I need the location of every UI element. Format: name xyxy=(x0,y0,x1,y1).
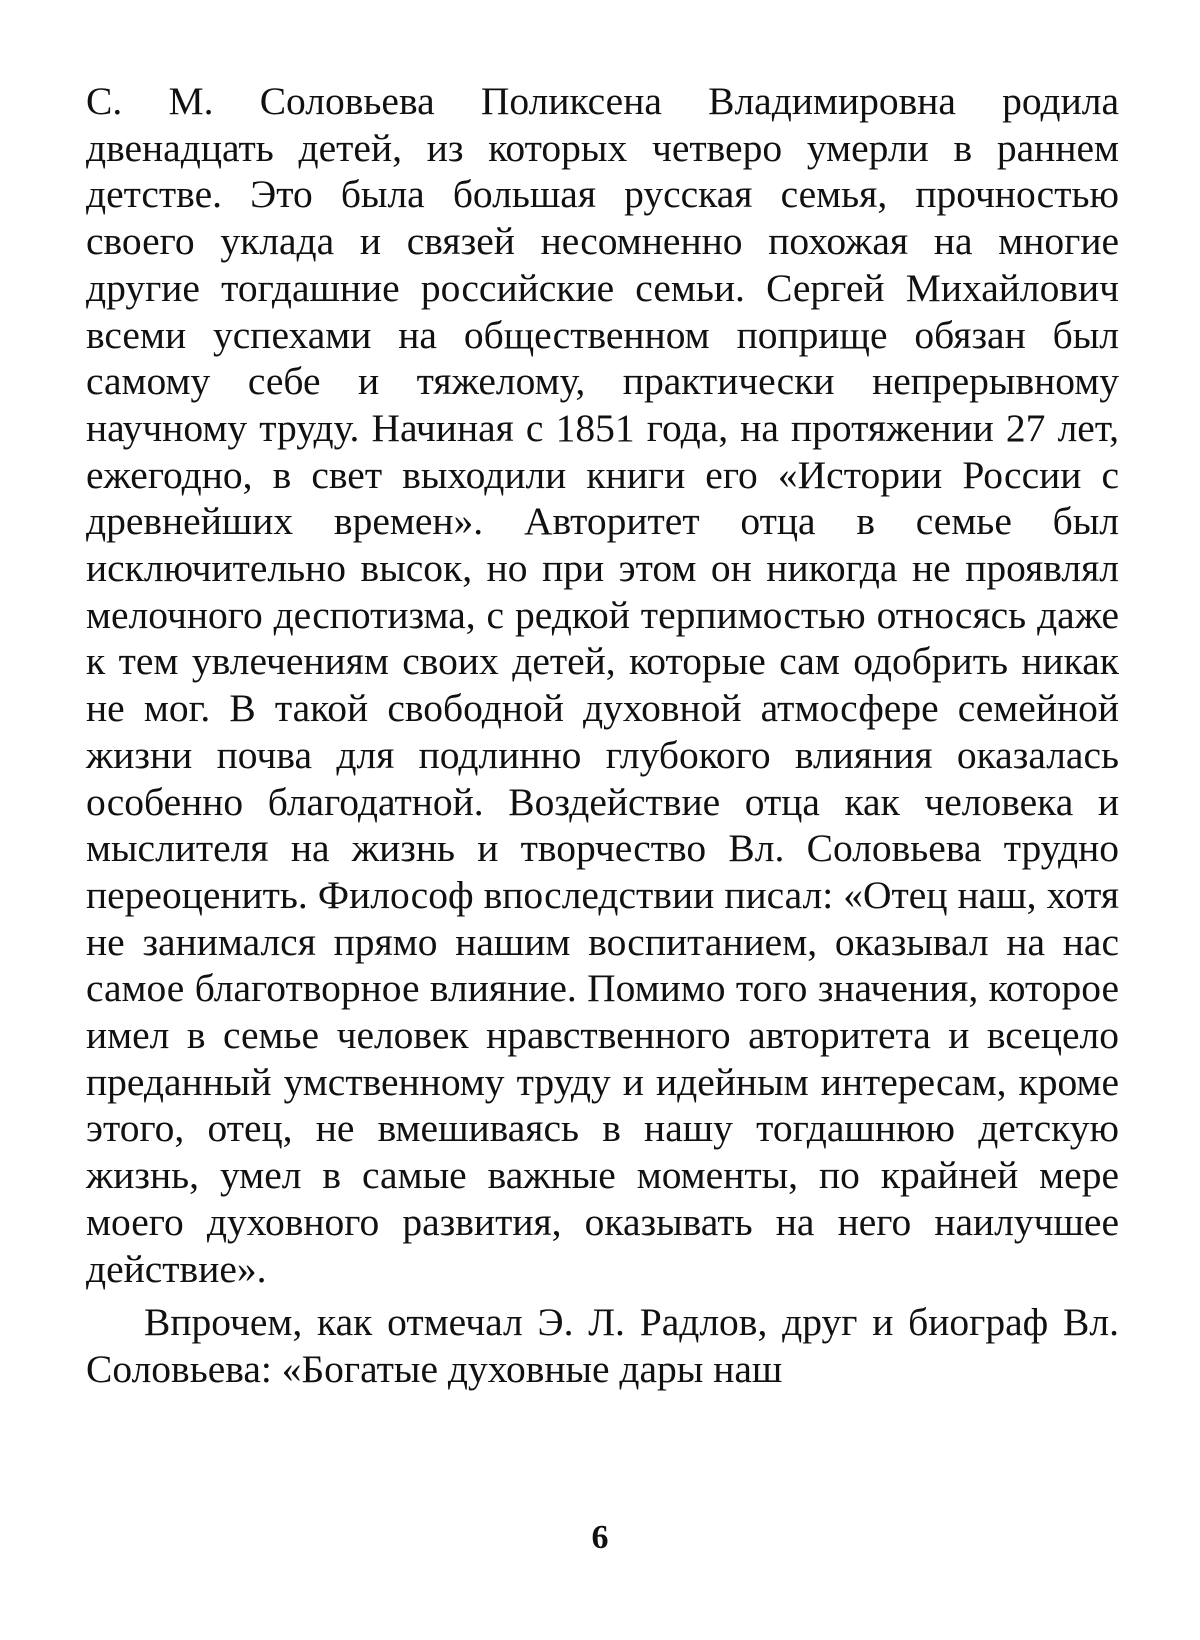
paragraph: С. М. Соловьева Поликсена Владимировна родила двенадцать детей, из которых четверо умерли в раннем детстве. Это была большая русская семья, прочностью своего уклада и связей несомненно похожая на многие другие тогдашние российские семьи. Сергей Михайлович всеми успехами на общественном поприще обязан был самому себе и тяжелому, практически непрерывному научному труду. Начиная с 1851 года, на протяжении 27 лет, ежегодно, в свет выходили книги его «Истории России с древнейших времен». Авторитет отца в семье был исключительно высок, но при этом он никогда не проявлял мелочного деспотизма, с редкой терпимостью относясь даже к тем увлечениям своих детей, которые сам одобрить никак не мог. В такой свободной духовной атмосфере семейной жизни почва для подлинно глубокого влияния оказалась особенно благодатной. Воздействие отца как человека и мыслителя на жизнь и творчество Вл. Соловьева трудно переоценить. Философ впоследствии писал: «Отец наш, хотя не занимался прямо нашим воспитанием, оказывал на нас самое благотворное влияние. Помимо того значения, которое имел в семье человек нравственного авторитета и всецело преданный умственному труду и идейным интересам, кроме этого, отец, не вмешиваясь в нашу тогдашнюю детскую жизнь, умел в самые важные моменты, по крайней мере моего духовного развития, оказывать на него наилучшее действие». xyxy=(86,79,1119,1291)
paragraph: Впрочем, как отмечал Э. Л. Радлов, друг и биограф Вл. Соловьева: «Богатые духовные дары наш xyxy=(86,1300,1119,1391)
page-number: 6 xyxy=(591,1519,609,1556)
body-text xyxy=(86,78,1119,1393)
